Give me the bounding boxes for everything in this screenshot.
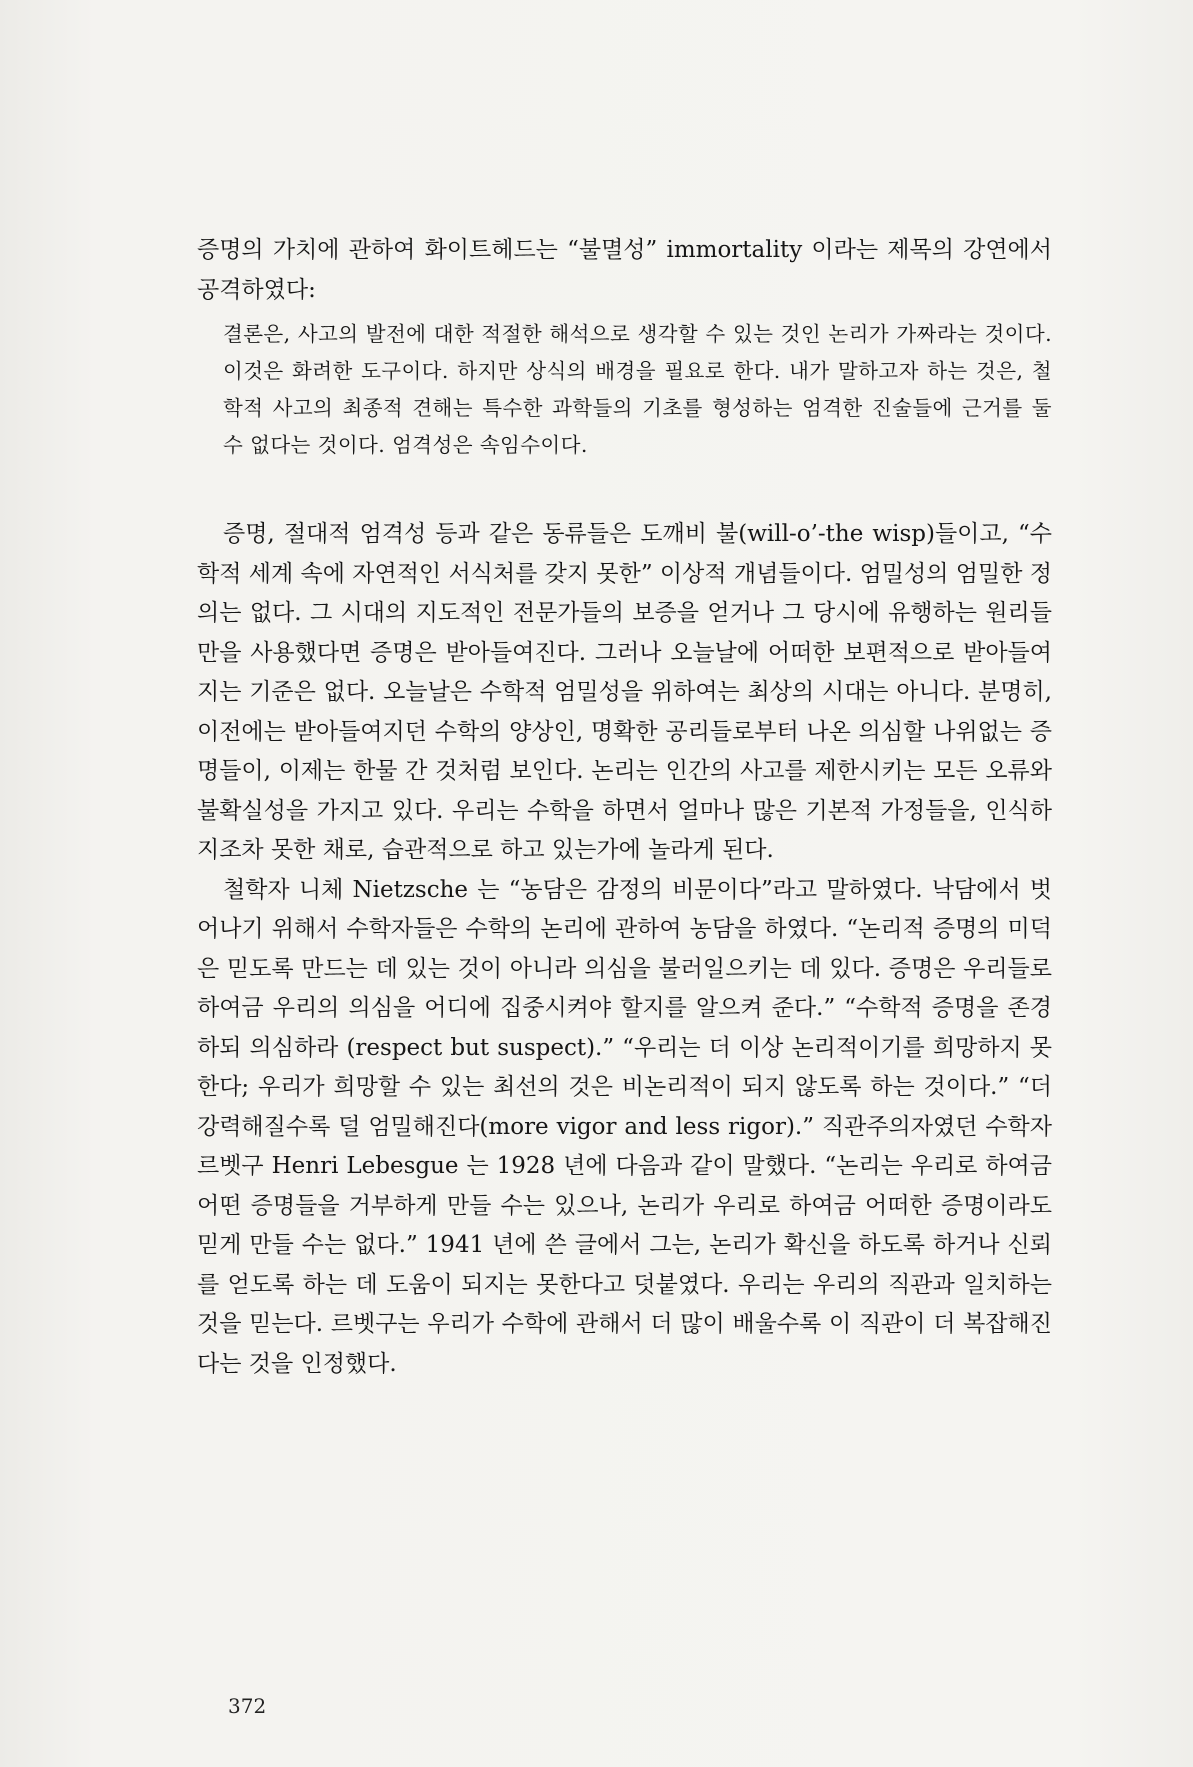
quote-text: 결론은, 사고의 발전에 대한 적절한 해석으로 생각할 수 있는 것인 논리가 가짜라는 것이다. 이것은 화려한 도구이다. 하지만 상식의 배경을 필요로 한다. 내가 말하고자 하는 것은, 철학적 사고의 최종적 견해는 특수한 과학들의 기초를 형성하는 엄격한 진술들에 근거를 둘 수 없다는 것이다. 엄격성은 속임수이다. <box>223 322 1052 457</box>
paragraph-1: 증명, 절대적 엄격성 등과 같은 동류들은 도깨비 불(will-o’-the wisp)들이고, “수학적 세계 속에 자연적인 서식처를 갖지 못한” 이상적 개념들이다. 엄밀성의 엄밀한 정의는 없다. 그 시대의 지도적인 전문가들의 보증을 얻거나 그 당시에 유행하는 원리들만을 사용했다면 증명은 받아들여진다. 그러나 오늘날에 어떠한 보편적으로 받아들여지는 기준은 없다. 오늘날은 수학적 엄밀성을 위하여는 최상의 시대는 아니다. 분명히, 이전에는 받아들여지던 수학의 양상인, 명확한 공리들로부터 나온 의심할 나위없는 증명들이, 이제는 한물 간 것처럼 보인다. 논리는 인간의 사고를 제한시키는 모든 오류와 불확실성을 가지고 있다. 우리는 수학을 하면서 얼마나 많은 기본적 가정들을, 인식하지조차 못한 채로, 습관적으로 하고 있는가에 놀라게 된다. <box>197 521 1052 863</box>
intro-text: 증명의 가치에 관하여 화이트헤드는 “불멸성” immortality 이라는 제목의 강연에서 공격하였다: <box>197 237 1052 303</box>
intro-paragraph <box>197 230 1052 310</box>
paragraph-2: 철학자 니체 Nietzsche 는 “농담은 감정의 비문이다”라고 말하였다. 낙담에서 벗어나기 위해서 수학자들은 수학의 논리에 관하여 농담을 하였다. “논리적 증명의 미덕은 믿도록 만드는 데 있는 것이 아니라 의심을 불러일으키는 데 있다. 증명은 우리들로 하여금 우리의 의심을 어디에 집중시켜야 할지를 알으켜 준다.” “수학적 증명을 존경하되 의심하라 (respect but suspect).” “우리는 더 이상 논리적이기를 희망하지 못한다; 우리가 희망할 수 있는 최선의 것은 비논리적이 되지 않도록 하는 것이다.” “더 강력해질수록 덜 엄밀해진다(more vigor and less rigor).” 직관주의자였던 수학자 르벳구 Henri Lebesgue 는 1928 년에 다음과 같이 말했다. “논리는 우리로 하여금 어떤 증명들을 거부하게 만들 수는 있으나, 논리가 우리로 하여금 어떠한 증명이라도 믿게 만들 수는 없다.” 1941 년에 쓴 글에서 그는, 논리가 확신을 하도록 하거나 신뢰를 얻도록 하는 데 도움이 되지는 못한다고 덧붙였다. 우리는 우리의 직관과 일치하는 것을 믿는다. 르벳구는 우리가 수학에 관해서 더 많이 배울수록 이 직관이 더 복잡해진다는 것을 인정했다. <box>197 876 1052 1377</box>
block-quote <box>223 316 1052 464</box>
page-number: 372 <box>228 1694 267 1718</box>
body-text <box>197 515 1052 1384</box>
